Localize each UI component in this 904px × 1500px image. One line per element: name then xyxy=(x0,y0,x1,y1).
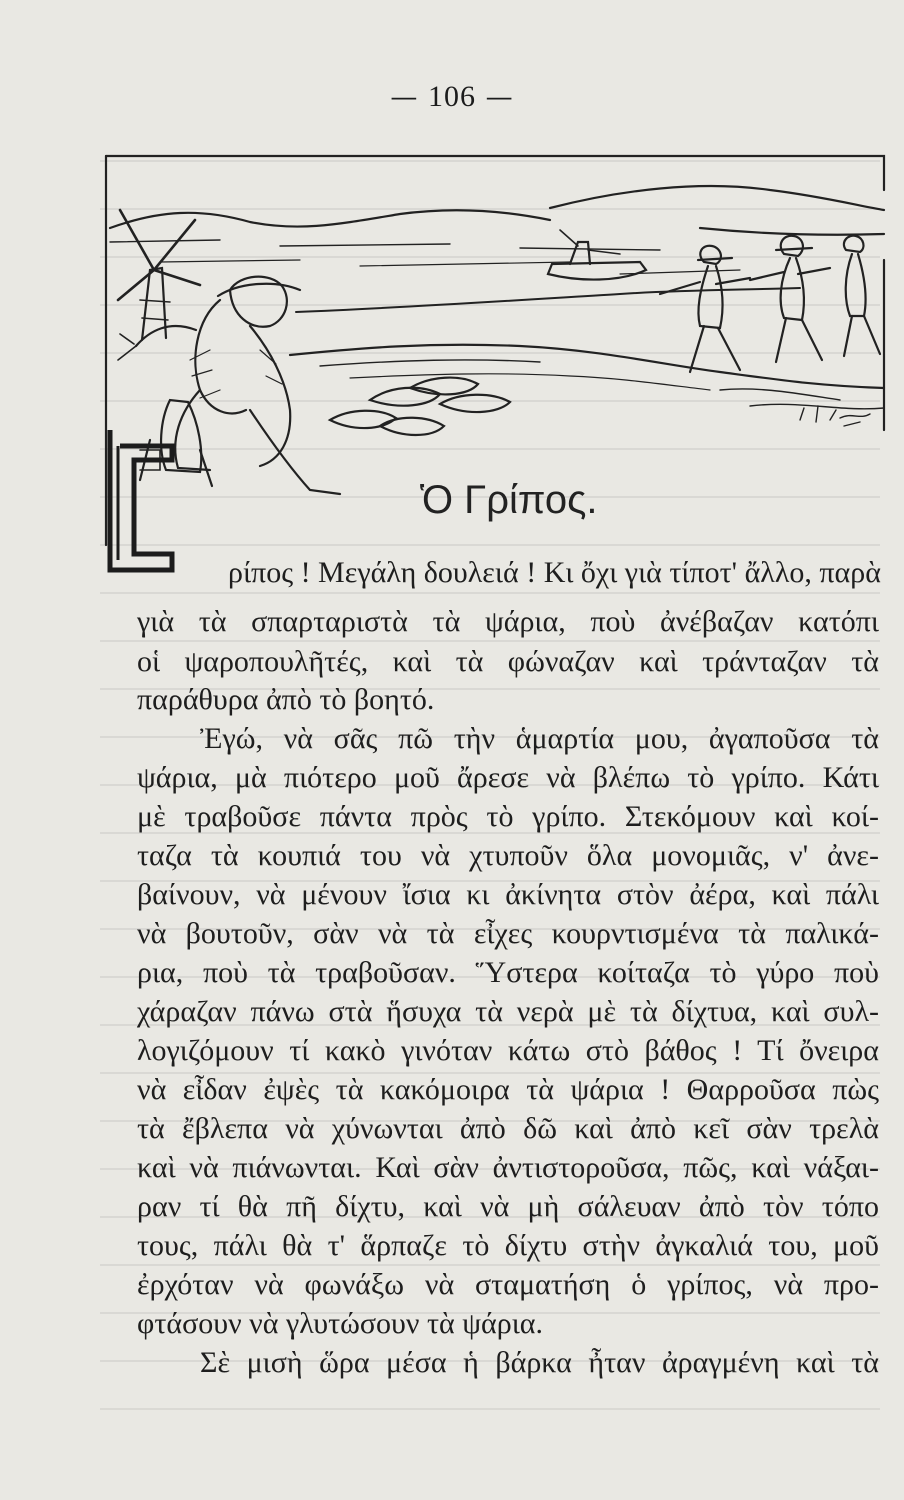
text-line: μὲ τραβοῦσε πάντα πρὸς τὸ γρίπο. Στεκόμουν καὶ κοί- xyxy=(137,800,879,833)
text-line: Σὲ μισὴ ὥρα μέσα ἡ βάρκα ἦταν ἀραγμένη καὶ τὰ xyxy=(200,1346,879,1379)
text-line: γιὰ τὰ σπαρταριστὰ τὰ ψάρια, ποὺ ἀνέβαζαν κατόπι xyxy=(137,605,879,638)
text-line: παράθυρα ἀπὸ τὸ βοητό. xyxy=(137,683,435,716)
page-number-dash-left: — xyxy=(390,82,428,113)
text-line: τὰ ἔβλεπα νὰ χύνωνται ἀπὸ δῶ καὶ ἀπὸ κεῖ σὰν τρελὰ xyxy=(137,1112,879,1145)
text-line: ἐρχόταν νὰ φωνάξω νὰ σταματήση ὁ γρίπος, νὰ προ- xyxy=(137,1268,879,1301)
page-number-value: 106 xyxy=(428,80,476,113)
text-line: τους, πάλι θὰ τ' ἅρπαζε τὸ δίχτυ στὴν ἀγκαλιά του, μοῦ xyxy=(137,1229,879,1262)
text-line: φτάσουν νὰ γλυτώσουν τὰ ψάρια. xyxy=(137,1307,543,1340)
page-number xyxy=(0,80,904,114)
text-line: ψάρια, μὰ πιότερο μοῦ ἄρεσε νὰ βλέπω τὸ γρίπο. Κάτι xyxy=(137,761,879,794)
text-line: ρίπος ! Μεγάλη δουλειά ! Κι ὄχι γιὰ τίποτ' ἄλλο, παρὰ xyxy=(228,556,881,589)
text-line: βαίνουν, νὰ μένουν ἴσια κι ἀκίνητα στὸν ἀέρα, καὶ πάλι xyxy=(137,878,879,911)
text-line: Ἐγώ, νὰ σᾶς πῶ τὴν ἁμαρτία μου, ἀγαποῦσα τὰ xyxy=(200,722,879,755)
text-line: νὰ εἶδαν ἐψὲς τὰ κακόμοιρα τὰ ψάρια ! Θαρροῦσα πὼς xyxy=(137,1073,879,1106)
text-line: χάραζαν πάνω στὰ ἥσυχα τὰ νερὰ μὲ τὰ δίχτυα, καὶ συλ- xyxy=(137,995,879,1028)
text-line: καὶ νὰ πιάνωνται. Καὶ σὰν ἀντιστοροῦσα, πῶς, καὶ νάξαι- xyxy=(137,1151,879,1184)
text-line: νὰ βουτοῦν, σὰν νὰ τὰ εἶχες κουρντισμένα τὰ παλικά- xyxy=(137,917,879,950)
chapter-title: Ὁ Γρίπος. xyxy=(420,478,598,522)
text-line: ρια, ποὺ τὰ τραβοῦσαν. Ὕστερα κοίταζα τὸ γύρο ποὺ xyxy=(137,956,879,989)
text-line: ραν τί θὰ πῆ δίχτυ, καὶ νὰ μὴ σάλευαν ἀπὸ τὸν τόπο xyxy=(137,1190,879,1223)
drop-cap xyxy=(100,150,172,570)
text-line: ταζα τὰ κουπιά του νὰ χτυποῦν ὅλα μονομιᾶς, ν' ἀνε- xyxy=(137,839,879,872)
text-line: οἱ ψαροπουλῆτές, καὶ τὰ φώναζαν καὶ τράνταζαν τὰ xyxy=(137,645,879,678)
page-number-dash-right: — xyxy=(476,82,514,113)
text-line: λογιζόμουν τί κακὸ γινόταν κάτω στὸ βάθος ! Τί ὄνειρα xyxy=(137,1034,879,1067)
